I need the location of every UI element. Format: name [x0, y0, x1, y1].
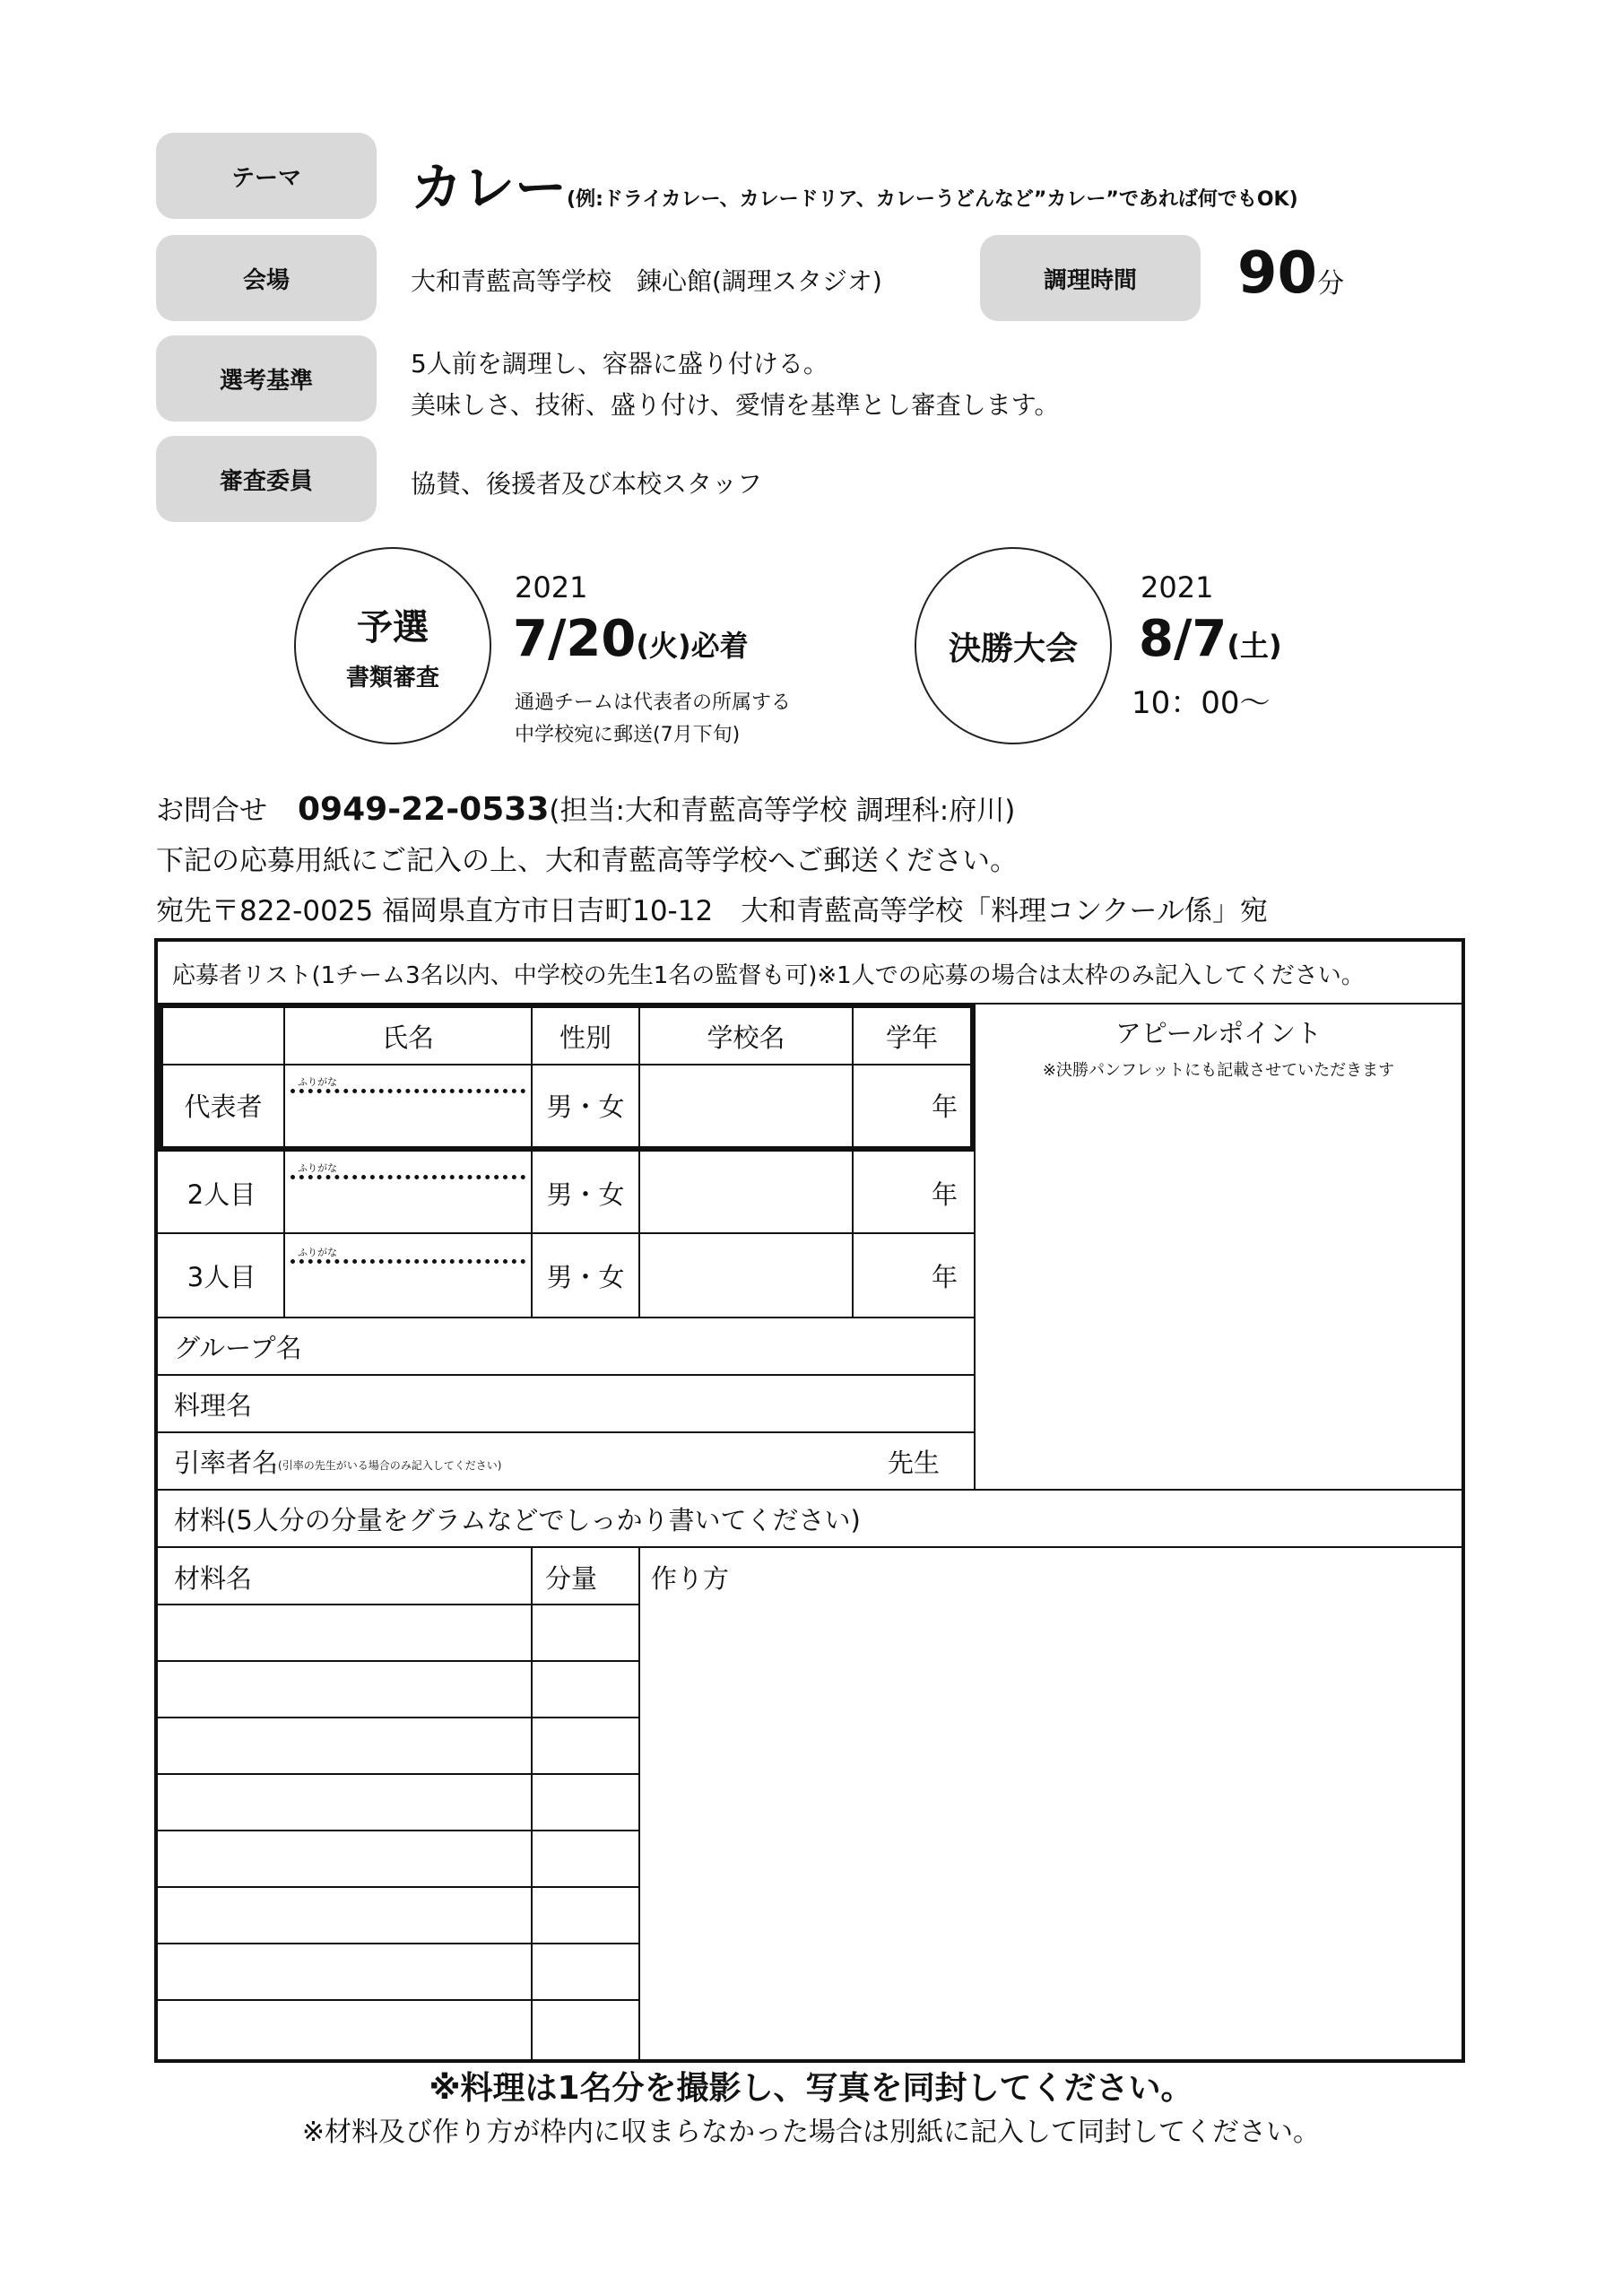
cooking-time-label: 調理時間	[980, 235, 1201, 321]
prelim-deadline	[513, 610, 749, 668]
judges-label: 審査委員	[156, 436, 377, 522]
dish-name-input[interactable]	[269, 1379, 968, 1430]
divider	[158, 1717, 640, 1718]
divider	[158, 1886, 640, 1888]
gender-choice[interactable]: 男・女	[546, 1178, 625, 1210]
school-input[interactable]	[642, 1067, 848, 1144]
final-time: 10：00～	[1132, 685, 1271, 721]
footer-note-1: ※料理は1名分を撮影し、写真を同封してください。	[429, 2070, 1193, 2107]
prelim-circle	[294, 547, 491, 744]
final-title: 決勝大会	[948, 630, 1078, 667]
group-name-input[interactable]	[323, 1322, 968, 1372]
col-grade: 学年	[885, 1022, 938, 1053]
prelim-date: 7/20	[513, 610, 637, 668]
cooking-time-unit: 分	[1317, 268, 1345, 300]
divider	[158, 1604, 640, 1605]
divider	[638, 1546, 640, 2059]
furigana-line	[291, 1089, 525, 1093]
criteria-line-2: 美味しさ、技術、盛り付け、愛情を基準とし審査します。	[411, 390, 1060, 420]
col-school: 学校名	[707, 1022, 785, 1053]
prelim-year: 2021	[515, 570, 588, 604]
appeal-note: ※決勝パンフレットにも記載させていただきます	[1042, 1061, 1395, 1080]
grade-suffix: 年	[931, 1261, 958, 1292]
appeal-title: アピールポイント	[1115, 1017, 1323, 1048]
divider	[158, 1773, 640, 1775]
method-input[interactable]	[642, 1605, 1456, 2054]
gender-choice[interactable]: 男・女	[546, 1261, 625, 1292]
final-date-suffix: (土)	[1227, 629, 1282, 663]
contact-label: お問合せ	[156, 795, 267, 827]
quantity-header: 分量	[545, 1562, 598, 1594]
furigana-line	[291, 1175, 525, 1179]
gender-choice[interactable]: 男・女	[546, 1091, 625, 1122]
materials-header: 材料(5人分の分量をグラムなどでしっかり書いてください)	[174, 1504, 861, 1535]
prelim-note-1: 通過チームは代表者の所属する	[515, 691, 792, 714]
name-input[interactable]	[287, 1182, 527, 1229]
final-circle	[915, 547, 1112, 744]
prelim-note-2: 中学校宛に郵送(7月下旬)	[515, 724, 741, 746]
venue-label: 会場	[156, 235, 377, 321]
method-header: 作り方	[651, 1562, 730, 1594]
leader-label-group	[174, 1433, 501, 1489]
row-label-member-2: 2人目	[186, 1178, 256, 1210]
contact-address: 宛先〒822-0025 福岡県直方市日吉町10-12 大和青藍高等学校「料理コンクール係」宛	[156, 895, 1268, 927]
final-year: 2021	[1141, 570, 1214, 604]
material-name-header: 材料名	[174, 1562, 253, 1594]
divider	[158, 1660, 640, 1662]
contact-instruction: 下記の応募用紙にご記入の上、大和青藍高等学校へご郵送ください。	[156, 845, 1018, 877]
prelim-title: 予選	[357, 607, 429, 648]
form-header: 応募者リスト(1チーム3名以内、中学校の先生1名の監督も可)※1人での応募の場合は太枠のみ記入してください。	[172, 961, 1365, 989]
row-label-member-3: 3人目	[186, 1261, 256, 1292]
venue-value: 大和青藍高等学校 錬心館(調理スタジオ)	[411, 266, 882, 296]
prelim-subtitle: 書類審査	[345, 665, 439, 691]
divider	[158, 1999, 640, 2001]
criteria-line-1: 5人前を調理し、容器に盛り付ける。	[411, 349, 828, 378]
col-gender: 性別	[559, 1022, 612, 1053]
name-input[interactable]	[287, 1266, 527, 1313]
contact-line	[156, 787, 1015, 828]
furigana-label: ふりがな	[298, 1247, 337, 1258]
dish-name-label: 料理名	[174, 1389, 253, 1421]
group-name-label: グループ名	[174, 1332, 302, 1363]
divider	[531, 1546, 533, 2059]
divider	[158, 1830, 640, 1831]
final-date: 8/7	[1139, 610, 1227, 668]
furigana-line	[291, 1259, 525, 1264]
divider	[158, 1546, 1462, 1548]
divider	[158, 1374, 976, 1376]
school-input[interactable]	[642, 1157, 848, 1229]
col-name: 氏名	[381, 1022, 434, 1053]
theme-label: テーマ	[156, 133, 377, 219]
name-input[interactable]	[287, 1096, 527, 1143]
furigana-label: ふりがな	[298, 1162, 337, 1174]
leader-name-input[interactable]	[574, 1437, 879, 1487]
divider	[158, 1943, 640, 1944]
cooking-time-value	[1237, 240, 1344, 307]
theme-value	[411, 145, 1298, 221]
judges-value: 協賛、後援者及び本校スタッフ	[411, 469, 763, 499]
cooking-time-number: 90	[1237, 240, 1318, 307]
final-date-line	[1139, 610, 1282, 668]
leader-note: (引率の先生がいる場合のみ記入してください)	[278, 1458, 502, 1472]
grade-suffix: 年	[931, 1178, 958, 1210]
school-input[interactable]	[642, 1238, 848, 1313]
leader-suffix: 先生	[888, 1447, 941, 1478]
furigana-label: ふりがな	[298, 1076, 337, 1088]
theme-sub: (例:ドライカレー、カレードリア、カレーうどんなど”カレー”であれば何でもOK)	[567, 188, 1298, 211]
criteria-label: 選考基準	[156, 335, 377, 422]
grade-suffix: 年	[931, 1091, 958, 1122]
leader-label: 引率者名	[174, 1447, 279, 1478]
contact-phone: 0949-22-0533	[298, 791, 550, 828]
contact-person: (担当:大和青藍高等学校 調理科:府川)	[549, 795, 1016, 827]
prelim-date-suffix: (火)必着	[636, 629, 749, 663]
appeal-input[interactable]	[977, 1087, 1458, 1487]
footer-note-2: ※材料及び作り方が枠内に収まらなかった場合は別紙に記入して同封してください。	[301, 2117, 1321, 2148]
row-label-representative: 代表者	[184, 1091, 263, 1122]
theme-main: カレー	[411, 157, 568, 218]
